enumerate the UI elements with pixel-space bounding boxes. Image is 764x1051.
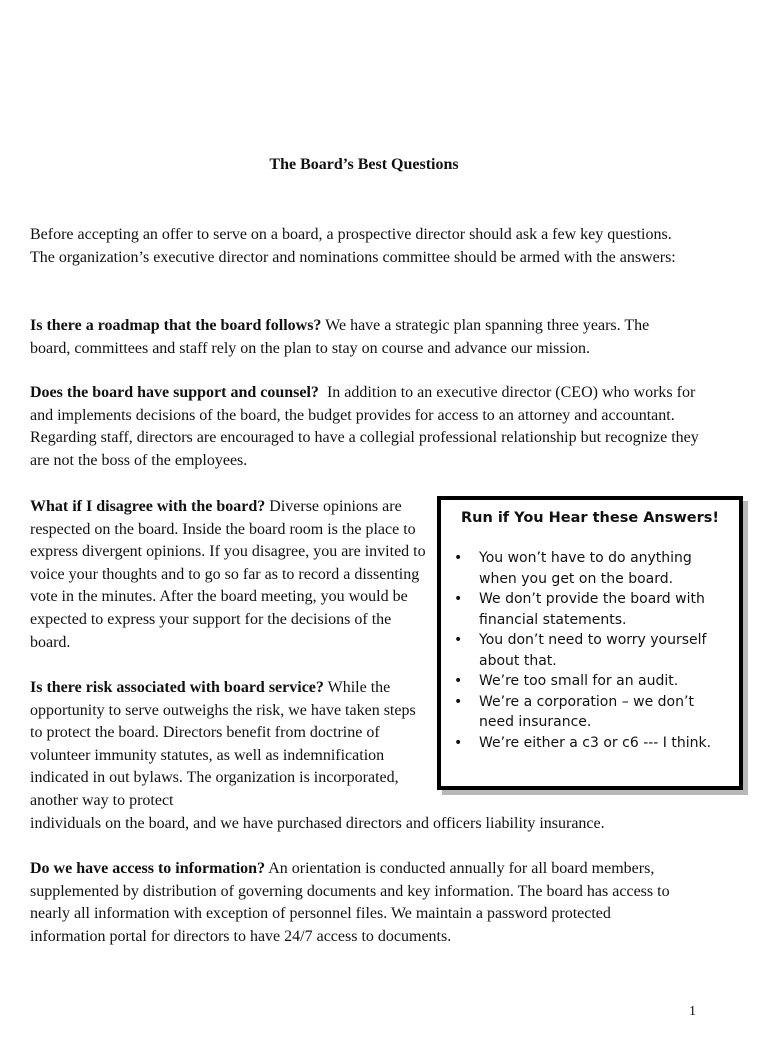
answer-risk: While the opportunity to serve outweighs the risk, we have taken steps to protect the board. Directors benefit from doctrine of volunteer immunity statutes, as well as indemnification indicated in out bylaws. The organization is incorporated, another way to protect <box>30 679 416 809</box>
callout-item: • You don’t need to worry yourself about that. <box>479 630 733 671</box>
answer-roadmap: We have a strategic plan spanning three years. The board, committees and staff rely on the plan to stay on course and advance our mission. <box>30 317 650 357</box>
callout-list <box>441 548 733 753</box>
section-risk <box>30 677 430 813</box>
callout-title: Run if You Hear these Answers! <box>460 510 720 526</box>
section-information <box>30 858 680 948</box>
question-information: Do we have access to information? <box>30 860 266 877</box>
section-roadmap <box>30 315 690 360</box>
question-disagree: What if I disagree with the board? <box>30 498 266 515</box>
document-title: The Board’s Best Questions <box>269 156 459 173</box>
callout-item: • We’re either a c3 or c6 --- I think. <box>479 733 733 754</box>
section-disagree <box>30 496 428 654</box>
callout-item: • We’re too small for an audit. <box>479 671 733 692</box>
intro-paragraph: Before accepting an offer to serve on a board, a prospective director should ask a few key questions. The organization’s executive director and nominations committee should be armed with the answers: <box>30 226 676 266</box>
callout-item: • You won’t have to do anything when you get on the board. <box>479 548 733 589</box>
question-support: Does the board have support and counsel? <box>30 384 319 401</box>
question-roadmap: Is there a roadmap that the board follows? <box>30 317 322 334</box>
page-number: 1 <box>689 1004 696 1019</box>
answer-risk-continued: individuals on the board, and we have purchased directors and officers liability insurance. <box>30 815 605 832</box>
callout-item: • We’re a corporation – we don’t need insurance. <box>479 692 733 733</box>
question-risk: Is there risk associated with board service? <box>30 679 324 696</box>
answer-information: An orientation is conducted annually for all board members, supplemented by distribution of governing documents and key information. The board has access to nearly all information with exception of personnel files. We maintain a password protected information portal for directors to have 24/7 access to documents. <box>30 860 670 945</box>
answer-disagree: Diverse opinions are respected on the board. Inside the board room is the place to express divergent opinions. If you disagree, you are invited to voice your thoughts and to go so far as to record a dissenting vote in the minutes. After the board meeting, you would be expected to express your support for the decisions of the board. <box>30 498 426 651</box>
warning-callout-box <box>437 496 743 790</box>
answer-support: In addition to an executive director (CEO) who works for and implements decisions of the board, the budget provides for access to an attorney and accountant. Regarding staff, directors are encouraged to have a collegial professional relationship but recognize they are not the boss of the employees. <box>30 384 699 469</box>
callout-item: • We don’t provide the board with financial statements. <box>479 589 733 630</box>
section-support <box>30 382 700 472</box>
